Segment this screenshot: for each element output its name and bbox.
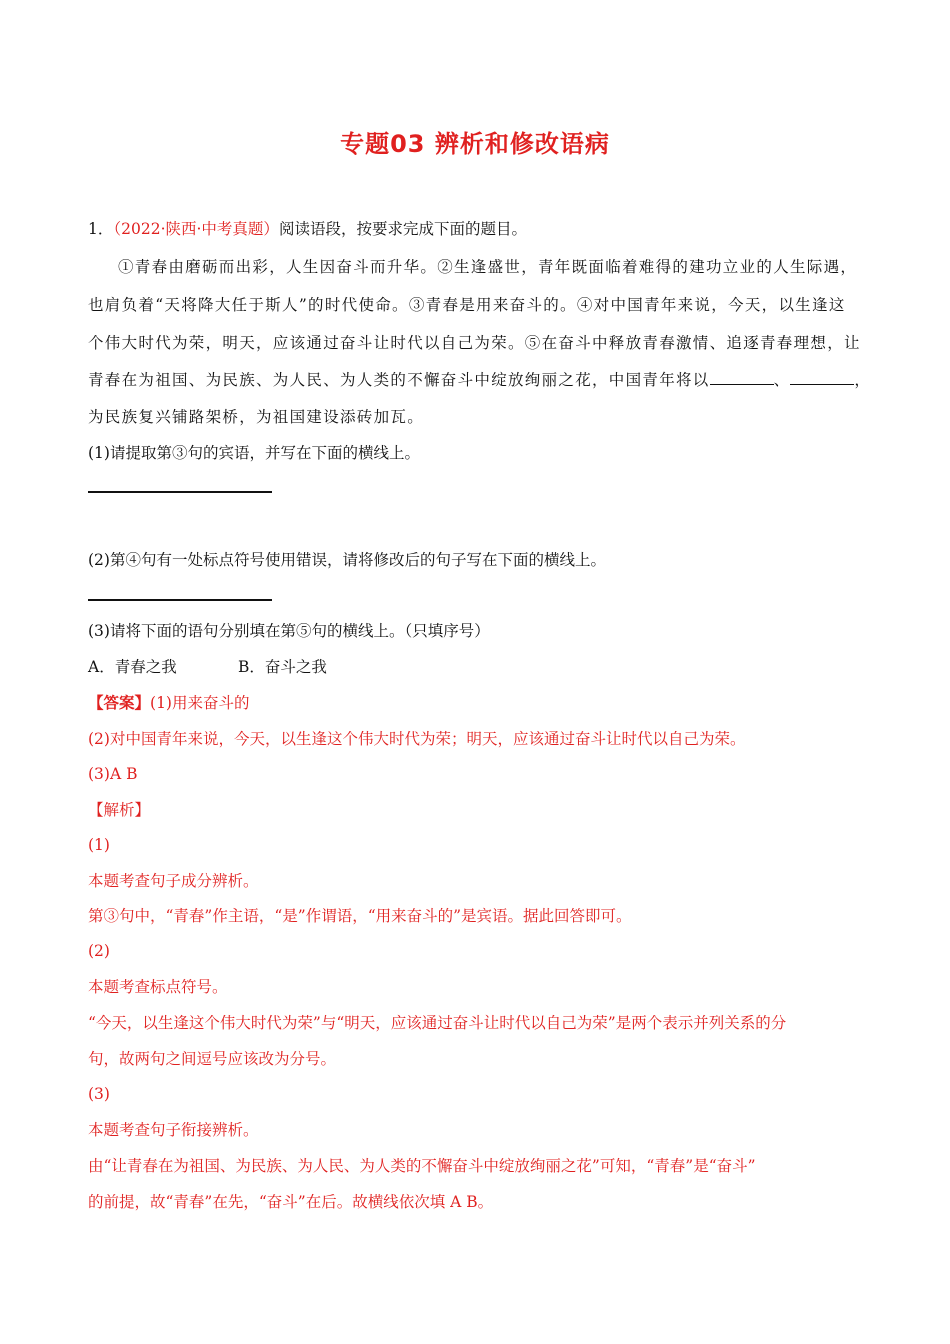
analysis-number-3: (3) (88, 1085, 110, 1103)
answer-label: 【答案】 (88, 693, 151, 712)
blank-separator: 、 (773, 371, 791, 389)
option-b: B．奋斗之我 (238, 658, 327, 676)
page-title: 专题03 辨析和修改语病 (340, 130, 610, 158)
analysis-text: 由“让青春在为祖国、为民族、为人民、为人类的不懈奋斗中绽放绚丽之花”可知，“青春”是“奋斗” (88, 1157, 756, 1175)
analysis-text: 本题考查句子衔接辨析。 (88, 1121, 259, 1139)
analysis-number-1: (1) (88, 836, 110, 854)
option-a: A．青春之我 (88, 658, 177, 676)
analysis-text: 第③句中，“青春”作主语，“是”作谓语，“用来奋斗的”是宾语。据此回答即可。 (88, 907, 632, 925)
question-number: 1． (88, 220, 114, 238)
answer-rule-2 (88, 599, 272, 601)
analysis-label: 【解析】 (88, 801, 151, 819)
question-instruction: 阅读语段，按要求完成下面的题目。 (278, 220, 527, 238)
blank-end-punct: ， (854, 371, 872, 389)
answer-2: (2)对中国青年来说，今天，以生逢这个伟大时代为荣；明天，应该通过奋斗让时代以自己为荣。 (88, 730, 746, 748)
question-header (88, 218, 527, 240)
analysis-text: 本题考查标点符号。 (88, 978, 228, 996)
passage-line-with-blanks (88, 369, 871, 391)
fill-blank-1 (710, 370, 774, 385)
analysis-text: 本题考查句子成分辨析。 (88, 872, 259, 890)
analysis-text: “今天，以生逢这个伟大时代为荣”与“明天，应该通过奋斗让时代以自己为荣”是两个表示并列关系的分 (88, 1014, 787, 1032)
passage-line: 个伟大时代为荣，明天，应该通过奋斗让时代以自己为荣。⑤在奋斗中释放青春激情、追逐青春理想，让 (88, 334, 861, 352)
fill-blank-2 (790, 370, 854, 385)
analysis-text: 句，故两句之间逗号应该改为分号。 (88, 1050, 337, 1068)
passage-text: 青春在为祖国、为民族、为人民、为人类的不懈奋斗中绽放绚丽之花，中国青年将以 (88, 371, 710, 389)
analysis-text: 的前提，故“青春”在先，“奋斗”在后。故横线依次填 A B。 (88, 1193, 494, 1211)
answer-3: (3)A B (88, 765, 138, 783)
passage-line: 为民族复兴铺路架桥，为祖国建设添砖加瓦。 (88, 408, 425, 426)
subquestion-3: (3)请将下面的语句分别填在第⑤句的横线上。（只填序号） (88, 622, 490, 640)
question-source: （2022·陕西·中考真题） (113, 220, 279, 238)
passage-line: ①青春由磨砺而出彩，人生因奋斗而升华。②生逢盛世，青年既面临着难得的建功立业的人生际遇， (118, 258, 858, 276)
answer-rule-1 (88, 491, 272, 493)
passage-line: 也肩负着“天将降大任于斯人”的时代使命。③青春是用来奋斗的。④对中国青年来说，今天，以生逢这 (88, 296, 846, 314)
answer-1: (1)用来奋斗的 (150, 694, 250, 712)
subquestion-2: (2)第④句有一处标点符号使用错误，请将修改后的句子写在下面的横线上。 (88, 551, 606, 569)
analysis-number-2: (2) (88, 942, 110, 960)
answer-line-1 (88, 692, 249, 714)
subquestion-1: (1)请提取第③句的宾语，并写在下面的横线上。 (88, 444, 420, 462)
